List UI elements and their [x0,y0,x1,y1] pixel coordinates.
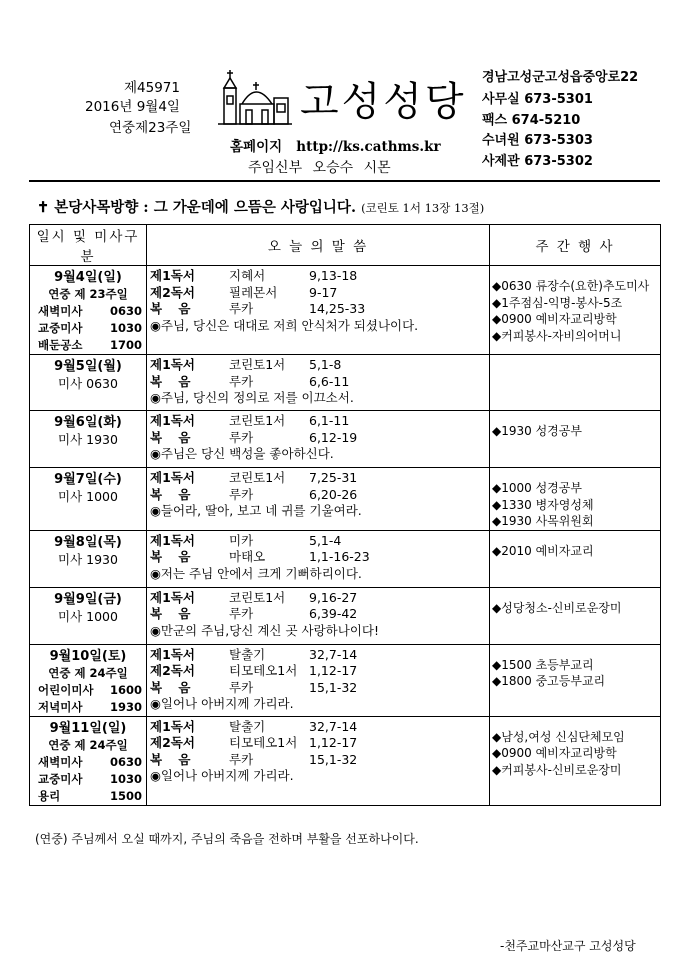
schedule-table [29,224,661,806]
reading-label: 제2독서 [150,735,195,750]
reading-line [150,285,489,302]
reading-verses: 6,12-19 [309,429,358,445]
reading-line [150,647,489,664]
table-row [30,716,661,805]
responsorial-antiphon: ◉들어라, 딸아, 보고 네 귀를 기울여라. [150,503,362,518]
reading-verses: 32,7-14 [309,646,358,662]
reading-label: 제1독서 [150,470,195,485]
mass-time [30,488,146,505]
mass-time [30,431,146,448]
mass-label: 새벽미사 [38,754,83,769]
reading-book: 필레몬서 [229,284,278,300]
reading-line [150,430,489,447]
mass-hour: 0630 [109,304,142,318]
weekly-event: ◆0630 류장수(요한)추도미사 [492,279,650,293]
reading-label: 제1독서 [150,268,195,283]
reading-line [150,735,489,752]
events-cell [490,355,661,411]
weekly-event: ◆1주점심-익명-봉사-5조 [492,295,623,310]
table-row [30,468,661,531]
memorial-acclamation: (연중) 주님께서 오실 때까지, 주님의 죽음을 전하며 부활을 선포하나이다. [35,832,419,846]
liturgical-week: 연중제23주일 [109,120,192,136]
reading-label: 복 음 [150,606,197,621]
reading-verses: 6,1-11 [309,413,350,428]
reading-book: 탈출기 [229,718,266,734]
mass-label: 교중미사 [38,771,83,786]
reading-label: 복 음 [150,373,197,389]
reading-label: 복 음 [150,486,197,502]
mass-label: 어린이미사 [38,682,94,697]
weekly-event: ◆0900 예비자교리방학 [492,746,617,760]
reading-verses: 1,1-16-23 [309,549,370,564]
reading-verses: 14,25-33 [309,301,366,316]
day-date: 9월8일(목) [54,534,122,550]
reading-book: 코린토1서 [229,357,286,372]
reading-label: 제1독서 [150,413,195,428]
mass-label: 미사 1000 [58,608,118,624]
mass-hour: 1500 [109,788,142,803]
table-row [30,587,661,644]
day-date: 9월6일(화) [54,415,122,430]
day-cell [30,530,147,587]
readings-cell [147,644,490,716]
reading-line [150,752,489,769]
mass-time [30,337,146,354]
mass-label: 용리 [38,788,61,803]
readings-cell [147,411,490,468]
reading-book: 티모테오1서 [229,735,298,750]
day-cell [30,716,147,805]
weekly-event: ◆1930 성경공부 [492,424,582,438]
mass-time [30,699,146,716]
mass-time [30,737,146,754]
motto-text: 본당사목방향 : 그 가운데에 으뜸은 사랑입니다. [54,199,356,216]
weekly-event: ◆0900 예비자교리방학 [492,312,617,326]
church-building-icon [216,66,294,128]
table-row [30,411,661,468]
responsorial-antiphon: ◉주님, 당신은 대대로 저희 안식처가 되셨나이다. [150,317,419,333]
homepage-link[interactable]: http://ks.cathms.kr [296,139,441,155]
day-cell [30,644,147,716]
reading-book: 루카 [229,751,254,767]
readings-cell [147,355,490,411]
day-date: 9월10일(토) [49,648,127,664]
reading-book: 미카 [229,532,254,548]
reading-line [150,719,489,736]
reading-book: 지혜서 [229,268,266,283]
responsorial-antiphon: ◉주님은 당신 백성을 좋아하신다. [150,446,334,461]
pastor-name: 주임신부 오승수 시몬 [248,160,391,176]
weekly-event: ◆2010 예비자교리 [492,543,594,558]
reading-line [150,680,489,697]
reading-label: 복 음 [150,301,197,316]
day-date: 9월5일(월) [54,359,122,374]
convent-phone: 수녀원 673-5303 [482,133,593,148]
publisher: -천주교마산교구 고성성당 [500,939,636,953]
motto-reference: (코린토 1서 13장 13절) [361,201,485,215]
mass-label: 연중 제 23주일 [48,287,128,301]
reading-label: 복 음 [150,429,197,445]
weekly-event: ◆1930 사목위원회 [492,514,594,528]
reading-verses: 15,1-32 [309,679,358,695]
mass-label: 연중 제 24주일 [48,665,128,680]
reading-line [150,533,489,550]
table-row [30,355,661,411]
church-name: 고성성당 [300,79,467,125]
table-row [30,530,661,587]
mass-label: 미사 1930 [58,551,118,567]
weekly-event: ◆1000 성경공부 [492,481,582,495]
reading-line [150,549,489,566]
parish-motto [37,196,484,217]
mass-time [30,303,146,320]
mass-hour: 1030 [109,771,142,786]
readings-cell [147,266,490,355]
mass-label: 배둔공소 [38,338,83,352]
mass-hour: 1600 [109,682,142,697]
reading-line [150,374,489,391]
mass-label: 미사 0630 [58,376,118,391]
day-date: 9월9일(금) [54,591,122,607]
weekly-event: ◆1500 초등부교리 [492,657,594,672]
readings-cell [147,468,490,531]
reading-verses: 9,13-18 [309,268,358,283]
day-cell [30,411,147,468]
reading-line [150,606,489,623]
reading-label: 복 음 [150,679,197,695]
reading-book: 루카 [229,679,254,695]
reading-verses: 1,12-17 [309,663,358,678]
reading-verses: 7,25-31 [309,470,358,485]
events-cell [490,411,661,468]
weekly-event: ◆커피봉사-자비의어머니 [492,328,622,343]
reading-book: 루카 [229,429,254,445]
reading-verses: 6,6-11 [309,373,350,389]
reading-book: 탈출기 [229,646,266,662]
reading-label: 제1독서 [150,646,195,662]
reading-verses: 32,7-14 [309,718,358,734]
reading-book: 마태오 [229,549,266,564]
reading-verses: 1,12-17 [309,735,358,750]
reading-book: 루카 [229,486,254,502]
reading-book: 루카 [229,373,254,389]
reading-line [150,268,489,285]
rectory-phone: 사제관 673-5302 [482,154,593,169]
weekly-event: ◆성당청소-신비로운장미 [492,600,622,615]
day-cell [30,468,147,531]
readings-cell [147,716,490,805]
header-date: 일시 및 미사구분 [30,225,147,266]
reading-label: 제1독서 [150,589,195,605]
reading-verses: 9-17 [309,284,338,300]
reading-line [150,663,489,680]
office-phone: 사무실 673-5301 [482,92,593,107]
table-row [30,266,661,355]
reading-book: 코린토1서 [229,470,286,485]
reading-verses: 5,1-8 [309,357,342,372]
reading-book: 티모테오1서 [229,663,298,678]
mass-hour: 1030 [109,321,142,335]
mass-time [30,771,146,788]
mass-time [30,682,146,699]
reading-line [150,487,489,504]
mass-time [30,754,146,771]
reading-book: 루카 [229,301,254,316]
weekly-event: ◆1330 병자영성체 [492,497,594,512]
reading-verses: 6,20-26 [309,486,358,502]
mass-time [30,320,146,337]
mass-time [30,788,146,805]
reading-label: 제2독서 [150,663,195,678]
fax-number: 팩스 674-5210 [482,113,581,128]
day-cell [30,587,147,644]
events-cell [490,530,661,587]
day-date: 9월7일(수) [54,472,122,487]
weekly-event: ◆남성,여성 신심단체모임 [492,729,625,744]
mass-label: 연중 제 24주일 [48,737,128,752]
mass-hour: 1930 [109,699,142,714]
readings-cell [147,587,490,644]
events-cell [490,644,661,716]
responsorial-antiphon: ◉주님, 당신의 정의로 저를 이끄소서. [150,390,354,405]
mass-time [30,551,146,568]
mass-label: 미사 1930 [58,432,118,447]
reading-verses: 15,1-32 [309,751,358,767]
reading-verses: 6,39-42 [309,606,358,621]
reading-label: 복 음 [150,549,197,564]
responsorial-antiphon: ◉만군의 주님,당신 계신 곳 사랑하나이다! [150,622,379,638]
mass-time [30,286,146,303]
responsorial-antiphon: ◉일어나 아버지께 가리라. [150,768,294,783]
reading-line [150,357,489,374]
reading-line [150,301,489,318]
issue-number: 제45971 [124,80,180,96]
events-cell [490,587,661,644]
day-date: 9월11일(일) [49,720,127,736]
events-cell [490,716,661,805]
reading-label: 제1독서 [150,718,195,734]
cross-icon: ✝ [37,199,50,216]
reading-label: 복 음 [150,751,197,767]
reading-verses: 9,16-27 [309,589,358,605]
reading-book: 코린토1서 [229,589,286,605]
weekly-event: ◆커피봉사-신비로운장미 [492,762,622,777]
reading-line [150,470,489,487]
mass-time [30,375,146,392]
church-address: 경남고성군고성읍중앙로22 [482,70,639,85]
reading-book: 루카 [229,606,254,621]
weekly-event: ◆1800 중고등부교리 [492,674,606,688]
reading-line [150,413,489,430]
mass-label: 새벽미사 [38,304,83,318]
header-events: 주 간 행 사 [490,225,661,266]
table-row [30,644,661,716]
reading-label: 제1독서 [150,532,195,548]
bulletin-date: 2016년 9월4일 [85,99,180,115]
responsorial-antiphon: ◉일어나 아버지께 가리라. [150,696,294,711]
mass-hour: 1700 [109,338,142,352]
mass-hour: 0630 [109,754,142,769]
day-cell [30,355,147,411]
reading-verses: 5,1-4 [309,532,342,548]
reading-label: 제2독서 [150,284,195,300]
reading-label: 제1독서 [150,357,195,372]
responsorial-antiphon: ◉저는 주님 안에서 크게 기뻐하리이다. [150,565,362,581]
reading-book: 코린토1서 [229,413,286,428]
header-divider [29,180,660,182]
mass-label: 저녁미사 [38,699,83,714]
events-cell [490,266,661,355]
homepage-label: 홈페이지 [230,139,283,155]
mass-time [30,665,146,682]
day-cell [30,266,147,355]
header-readings: 오 늘 의 말 씀 [147,225,490,266]
mass-label: 미사 1000 [58,489,118,504]
readings-cell [147,530,490,587]
day-date: 9월4일(일) [54,270,122,285]
events-cell [490,468,661,531]
mass-time [30,608,146,625]
reading-line [150,590,489,607]
mass-label: 교중미사 [38,321,83,335]
